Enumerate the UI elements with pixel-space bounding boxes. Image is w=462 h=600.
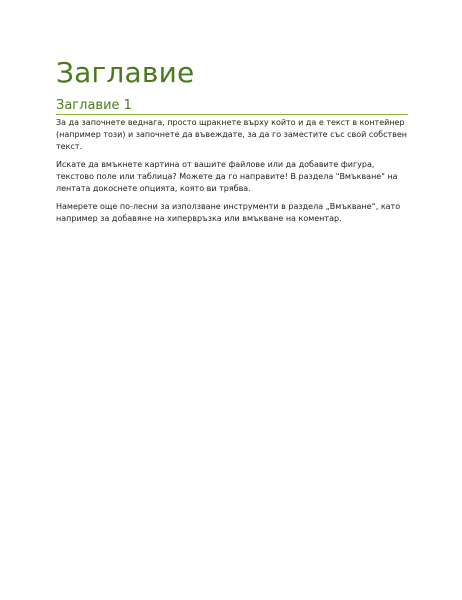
document-title[interactable]: Заглавие <box>56 56 195 89</box>
body-paragraph-1[interactable]: За да започнете веднага, просто щракнете върху който и да е текст в контейнер (например този) и започнете да въвеждате, за да го заместите със свой собствен текст. <box>56 118 408 151</box>
document-body <box>56 117 408 231</box>
heading-1[interactable]: Заглавие 1 <box>56 98 408 115</box>
body-paragraph-3[interactable]: Намерете още по-лесни за използване инструменти в раздела „Вмъкване“, като например за добавяне на хипервръзка или вмъкване на коментар. <box>56 202 401 223</box>
body-paragraph-2[interactable]: Искате да вмъкнете картина от вашите файлове или да добавите фигура, текстово поле или таблица? Можете да го направите! В раздела "Вмъкване" на лентата докоснете опцията, която ви трябва. <box>56 160 398 193</box>
